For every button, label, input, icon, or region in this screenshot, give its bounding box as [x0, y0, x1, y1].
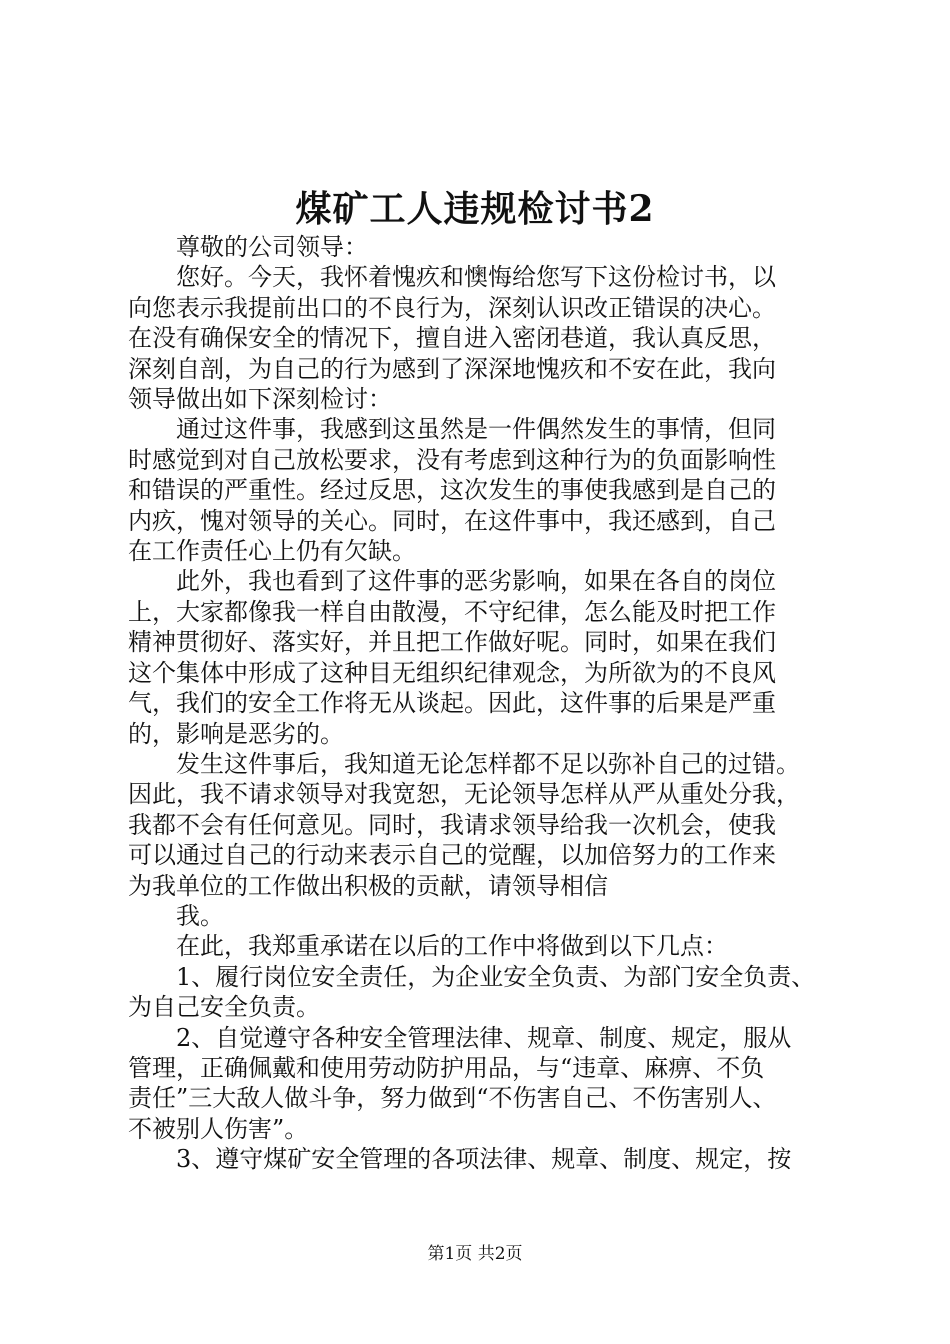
body-line: 可以通过自己的行动来表示自己的觉醒，以加倍努力的工作来: [128, 841, 776, 870]
body-line: 气，我们的安全工作将无从谈起。因此，这件事的后果是严重: [128, 689, 776, 718]
body-line: 时感觉到对自己放松要求，没有考虑到这种行为的负面影响性: [128, 445, 776, 474]
document-body: [128, 232, 833, 1175]
body-line: 您好。今天，我怀着愧疚和懊悔给您写下这份检讨书，以: [176, 263, 776, 292]
body-line: 深刻自剖，为自己的行为感到了深深地愧疚和不安在此，我向: [128, 354, 776, 383]
body-line: 在没有确保安全的情况下，擅自进入密闭巷道，我认真反思，: [128, 324, 776, 353]
body-line: 为自己安全负责。: [128, 993, 320, 1022]
body-line: 这个集体中形成了这种目无组织纪律观念，为所欲为的不良风: [128, 658, 776, 687]
body-line: 不被别人伤害”。: [128, 1114, 309, 1143]
document-title: 煤矿工人违规检讨书2: [295, 188, 655, 230]
page-footer: 第1页 共2页: [427, 1244, 523, 1264]
body-line: 通过这件事，我感到这虽然是一件偶然发生的事情，但同: [176, 415, 776, 444]
body-line: 内疚，愧对领导的关心。同时，在这件事中，我还感到，自己: [128, 506, 776, 535]
body-line: 2、自觉遵守各种安全管理法律、规章、制度、规定，服从: [176, 1023, 792, 1052]
body-line: 我。: [176, 901, 224, 930]
body-line: 管理，正确佩戴和使用劳动防护用品，与“违章、麻痹、不负: [128, 1053, 765, 1082]
body-line: 因此，我不请求领导对我宽恕，无论领导怎样从严从重处分我，: [128, 780, 800, 809]
body-line: 3、遵守煤矿安全管理的各项法律、规章、制度、规定，按: [176, 1145, 792, 1174]
body-line: 尊敬的公司领导：: [176, 233, 368, 261]
body-line: 和错误的严重性。经过反思，这次发生的事使我感到是自己的: [128, 476, 776, 505]
body-line: 精神贯彻好、落实好，并且把工作做好呢。同时，如果在我们: [128, 628, 776, 657]
body-line: 上，大家都像我一样自由散漫，不守纪律，怎么能及时把工作: [128, 597, 776, 626]
body-line: 的，影响是恶劣的。: [128, 719, 344, 748]
body-line: 我都不会有任何意见。同时，我请求领导给我一次机会，使我: [128, 810, 776, 839]
body-line: 在此，我郑重承诺在以后的工作中将做到以下几点：: [176, 932, 728, 961]
body-line: 发生这件事后，我知道无论怎样都不足以弥补自己的过错。: [176, 749, 800, 778]
body-line: 责任”三大敌人做斗争，努力做到“不伤害自己、不伤害别人、: [128, 1084, 777, 1113]
body-line: 1、履行岗位安全责任，为企业安全负责、为部门安全负责、: [176, 962, 816, 991]
body-line: 向您表示我提前出口的不良行为，深刻认识改正错误的决心。: [128, 293, 776, 322]
body-line: 为我单位的工作做出积极的贡献，请领导相信: [128, 871, 608, 900]
body-line: 此外，我也看到了这件事的恶劣影响，如果在各自的岗位: [176, 567, 776, 596]
body-line: 在工作责任心上仍有欠缺。: [128, 537, 416, 566]
body-line: 领导做出如下深刻检讨：: [128, 385, 392, 414]
